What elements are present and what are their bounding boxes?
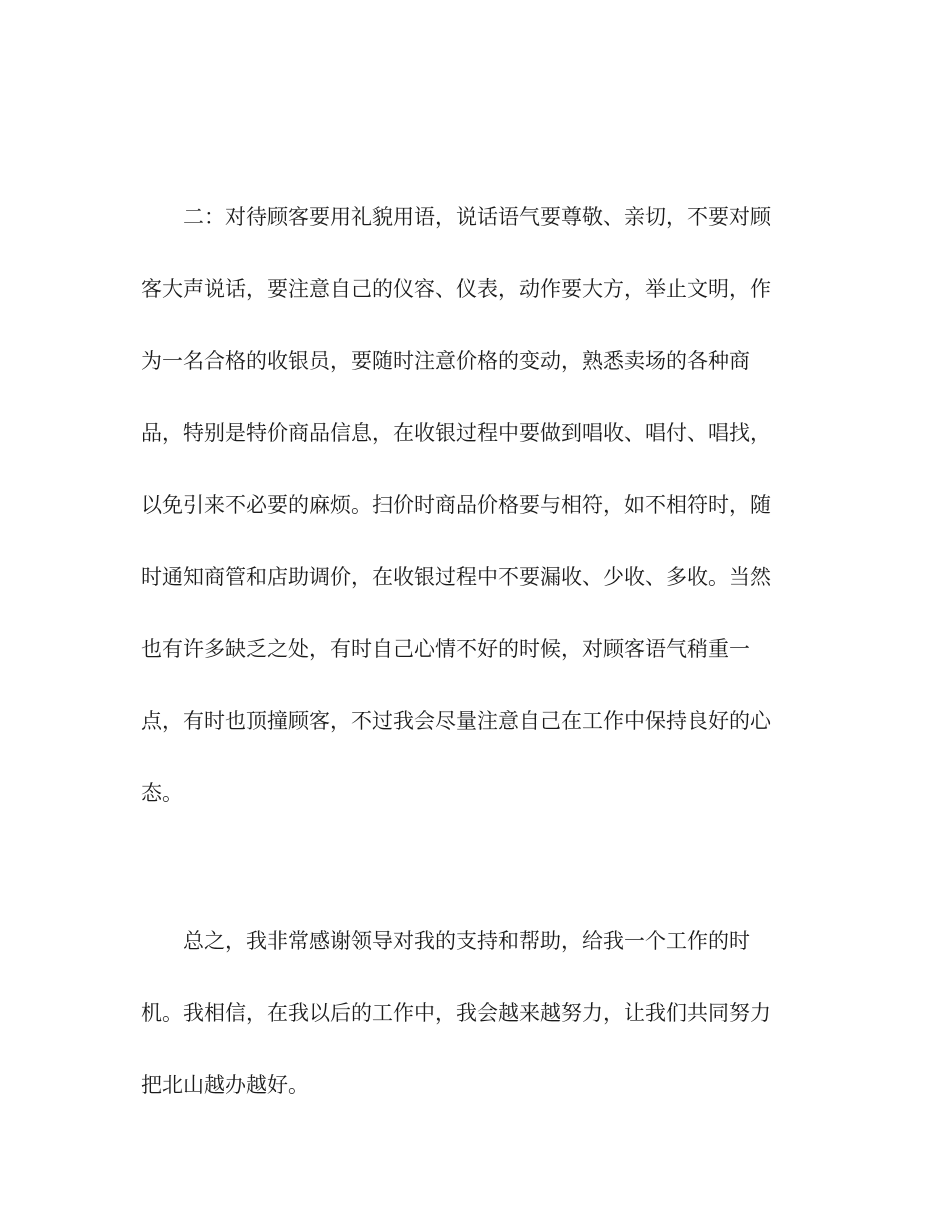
paragraph-1-line-8: 点，有时也顶撞顾客，不过我会尽量注意自己在工作中保持良好的心: [141, 709, 771, 733]
paragraph-2-line-1: 总之，我非常感谢领导对我的支持和帮助，给我一个工作的时: [183, 929, 750, 953]
paragraph-1-line-7: 也有许多缺乏之处，有时自己心情不好的时候，对顾客语气稍重一: [141, 637, 750, 661]
paragraph-2-line-2: 机。我相信，在我以后的工作中，我会越来越努力，让我们共同努力: [141, 1001, 771, 1025]
paragraph-1-line-5: 以免引来不必要的麻烦。扫价时商品价格要与相符，如不相符时，随: [141, 493, 771, 517]
paragraph-1-line-4: 品，特别是特价商品信息，在收银过程中要做到唱收、唱付、唱找，: [141, 421, 771, 445]
paragraph-1-line-2: 客大声说话，要注意自己的仪容、仪表，动作要大方，举止文明，作: [141, 277, 771, 301]
paragraph-1-line-1: 二：对待顾客要用礼貌用语，说话语气要尊敬、亲切，不要对顾: [183, 205, 771, 229]
paragraph-1-line-3: 为一名合格的收银员，要随时注意价格的变动，熟悉卖场的各种商: [141, 349, 750, 373]
paragraph-2-line-3: 把北山越办越好。: [141, 1073, 309, 1097]
paragraph-1-line-6: 时通知商管和店助调价，在收银过程中不要漏收、少收、多收。当然: [141, 565, 771, 589]
paragraph-1-line-9: 态。: [141, 781, 183, 805]
